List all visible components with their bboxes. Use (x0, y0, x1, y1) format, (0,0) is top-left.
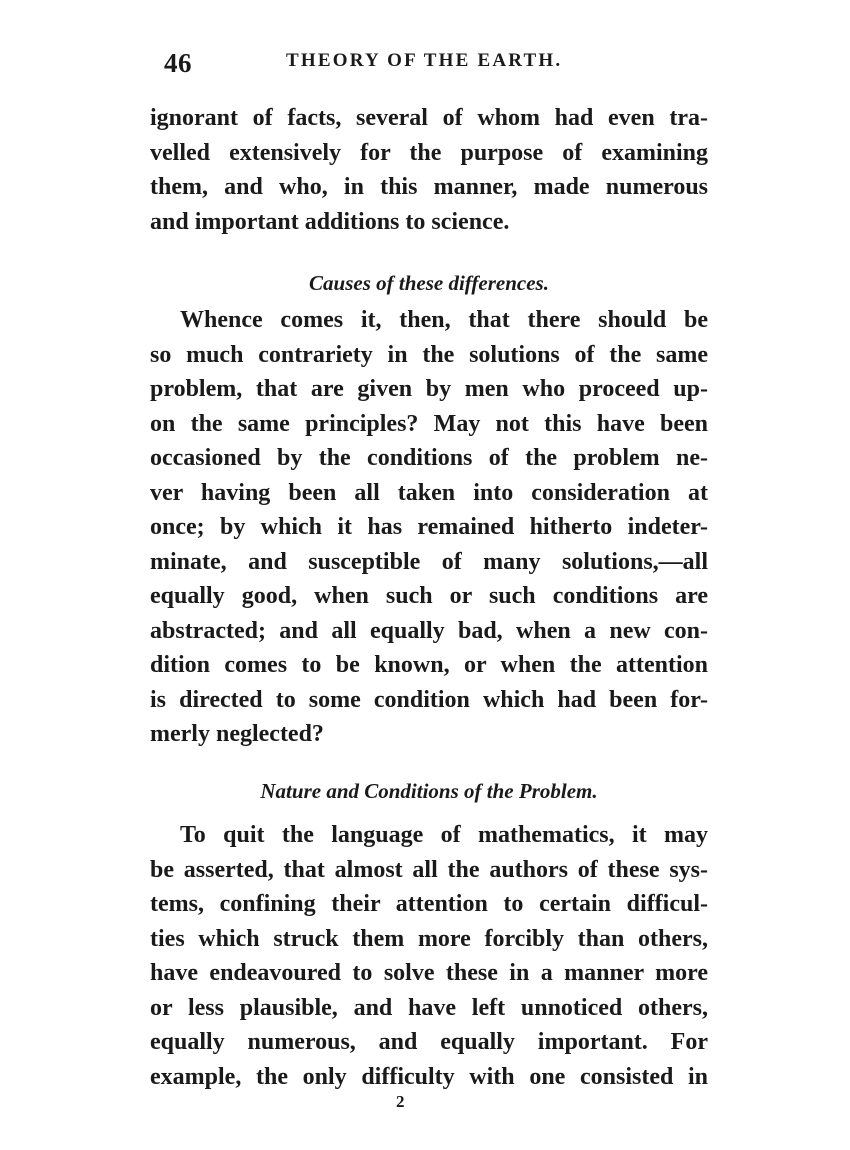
text-line: merly neglected? (150, 721, 324, 747)
text-line: and important additions to science. (150, 208, 510, 235)
text-line: dition comes to be known, or when the attention (150, 652, 708, 678)
paragraph-continued (150, 101, 708, 239)
text-line: on the same principles? May not this have been (150, 410, 708, 437)
paragraph-to-quit (150, 818, 708, 1094)
text-line: once; by which it has remained hitherto indeter- (150, 514, 708, 540)
text-line: equally numerous, and equally important. For (150, 1029, 708, 1055)
text-line: minate, and susceptible of many solutions,—all (150, 548, 708, 575)
text-line: example, the only difficulty with one consisted in (150, 1063, 708, 1090)
text-line: abstracted; and all equally bad, when a new con- (150, 617, 708, 644)
signature-mark: 2 (396, 1092, 405, 1111)
section-heading-causes: Causes of these differences. (309, 271, 549, 295)
text-line: ver having been all taken into consideration at (150, 479, 708, 506)
text-line: velled extensively for the purpose of examining (150, 139, 708, 166)
text-line: ties which struck them more forcibly than others, (150, 925, 708, 952)
text-line: equally good, when such or such conditions are (150, 583, 708, 609)
text-line: Whence comes it, then, that there should be (180, 307, 708, 333)
section-heading-nature: Nature and Conditions of the Problem. (260, 779, 598, 803)
text-line: be asserted, that almost all the authors of these sys- (150, 856, 708, 883)
running-title: THEORY OF THE EARTH. (286, 50, 563, 71)
text-line: tems, confining their attention to certain difficul- (150, 891, 708, 917)
text-line: problem, that are given by men who proceed up- (150, 376, 708, 402)
text-line: To quit the language of mathematics, it may (180, 822, 708, 848)
text-line: or less plausible, and have left unnoticed others, (150, 994, 708, 1021)
running-head (160, 46, 720, 82)
text-line: ignorant of facts, several of whom had even tra- (150, 105, 708, 131)
paragraph-whence (150, 303, 708, 752)
text-line: is directed to some condition which had been for- (150, 686, 708, 713)
text-line: so much contrariety in the solutions of the same (150, 341, 708, 368)
text-line: occasioned by the conditions of the problem ne- (150, 445, 708, 471)
page-number: 46 (164, 48, 192, 78)
text-line: have endeavoured to solve these in a manner more (150, 960, 708, 986)
text-line: them, and who, in this manner, made numerous (150, 174, 708, 200)
